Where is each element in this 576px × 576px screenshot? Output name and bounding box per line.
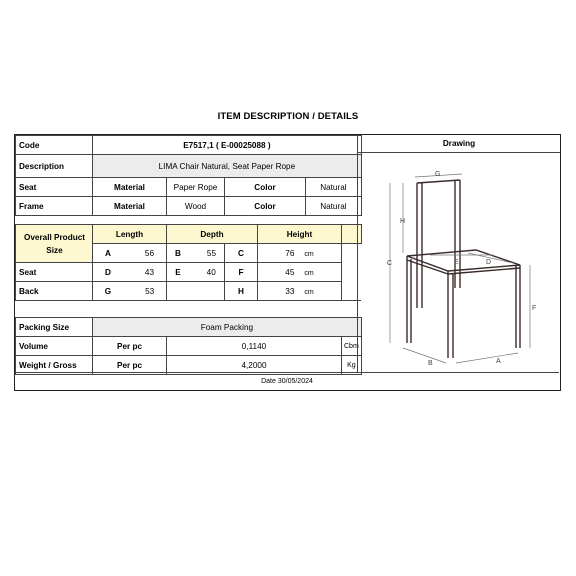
back-dims-label: Back [16,282,93,301]
dim-e-letter: E [175,267,181,277]
dim-f-unit: cm [304,269,314,277]
letter-f: F [532,305,537,312]
packing-value: Foam Packing [93,318,362,337]
depth-header: Depth [167,225,258,244]
dim-d-cell [93,263,167,282]
weight-label: Weight / Gross [16,356,93,375]
frame-color-value: Natural [306,197,362,216]
dim-e-value: 40 [206,267,216,277]
spec-sheet [14,134,561,391]
dim-h-unit: cm [304,288,314,296]
spacer-row [16,301,362,318]
height-header: Height [258,225,342,244]
dim-e-cell [167,263,225,282]
description-label: Description [16,155,93,178]
drawing-header: Drawing [357,135,560,153]
length-header: Length [93,225,167,244]
volume-per: Per pc [93,337,167,356]
date-footer: Date 30/05/2024 [15,372,559,390]
weight-value: 4,2000 [167,356,342,375]
dim-c-letter: C [225,244,258,263]
letter-c: C [387,260,393,267]
letter-d: D [486,259,492,266]
dim-g-value: 53 [145,286,155,296]
overall-size-label: Overall Product Size [16,225,93,263]
seat-color-value: Natural [306,178,362,197]
dim-a-value: 56 [144,248,155,258]
dim-d-letter: D [104,267,111,277]
letter-a: A [496,358,501,365]
code-value: E7517,1 ( E-00025088 ) [93,136,362,155]
dim-b-cell [167,244,225,263]
chair-diagram [358,153,558,371]
volume-label: Volume [16,337,93,356]
seat-dims-label: Seat [16,263,93,282]
letter-e: E [454,259,459,266]
letter-g: G [435,171,441,178]
seat-material-label: Material [93,178,167,197]
seat-material-value: Paper Rope [167,178,225,197]
page-title: ITEM DESCRIPTION / DETAILS [217,111,359,122]
dim-blank-cell [167,282,225,301]
dim-a-letter: A [104,248,111,258]
weight-per: Per pc [93,356,167,375]
code-label: Code [16,136,93,155]
seat-color-label: Color [225,178,306,197]
dim-h-value [258,282,342,301]
dim-a-label [93,244,167,263]
letter-b: B [428,360,433,367]
chair-drawing [357,153,560,372]
dim-f-number: 45 [285,267,295,277]
description-value: LIMA Chair Natural, Seat Paper Rope [93,155,362,178]
dim-f-letter: F [225,263,258,282]
weight-unit: Kg [342,356,362,375]
volume-value: 0,1140 [167,337,342,356]
dim-g-letter: G [104,286,112,296]
dim-b-letter: B [174,248,181,258]
frame-material-label: Material [93,197,167,216]
dim-c-value [258,244,342,263]
dim-h-letter: H [225,282,258,301]
volume-unit: Cbm [342,337,362,356]
dim-f-value [258,263,342,282]
spec-table [15,135,362,375]
dim-d-value: 43 [144,267,155,277]
dim-g-cell [93,282,167,301]
frame-label: Frame [16,197,93,216]
dim-c-number: 76 [285,248,295,258]
packing-label: Packing Size [16,318,93,337]
spacer-row [16,216,362,225]
dim-h-number: 33 [285,286,295,296]
seat-label: Seat [16,178,93,197]
letter-h: H [400,218,406,225]
dim-b-value: 55 [206,248,217,258]
dim-c-unit: cm [304,250,314,258]
frame-color-label: Color [225,197,306,216]
frame-material-value: Wood [167,197,225,216]
